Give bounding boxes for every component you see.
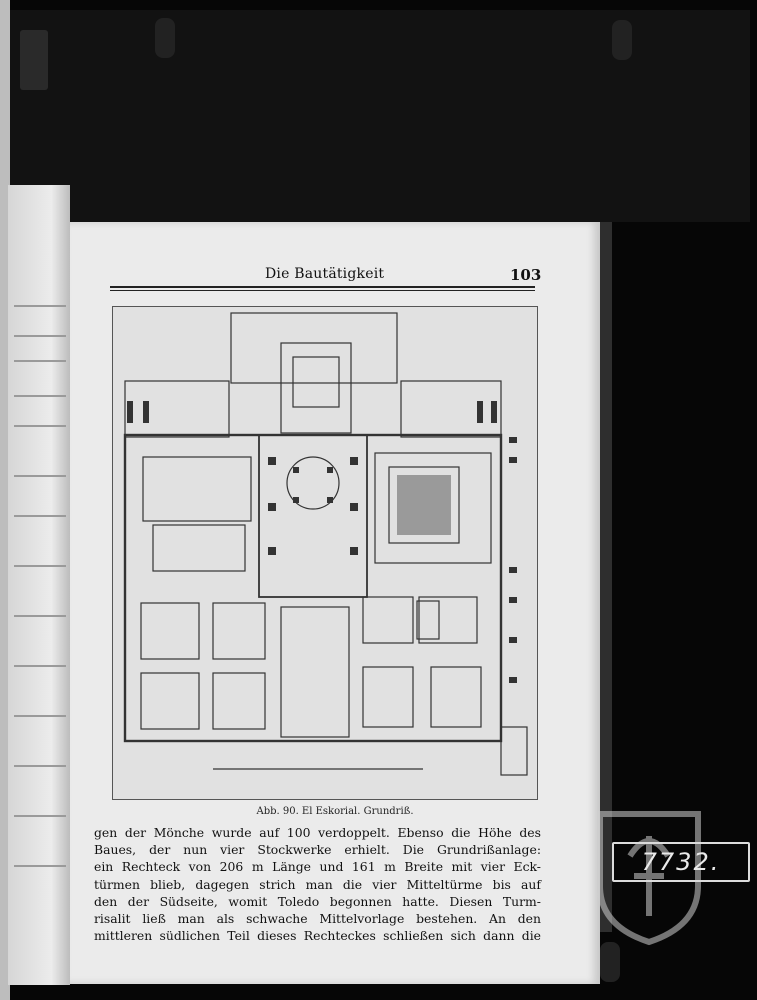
body-text-line: ein Rechteck von 206 m Länge und 161 m Breite mit vier Eck- <box>94 859 541 875</box>
body-text <box>94 824 541 944</box>
book-page <box>70 222 600 984</box>
floor-plan-figure <box>112 306 538 800</box>
header-rule <box>110 290 535 291</box>
film-clip <box>600 942 620 982</box>
body-text-line: risalit ließ man als schwache Mittelvorlage bestehen. An den <box>94 911 541 927</box>
previous-page <box>8 185 70 985</box>
floor-plan-drawing <box>113 307 537 799</box>
film-clip <box>612 20 632 60</box>
body-text-line: türmen blieb, dagegen strich man die vier Mitteltürme bis auf <box>94 876 541 892</box>
background-panel <box>10 10 750 222</box>
figure-caption: Abb. 90. El Eskorial. Grundriß. <box>256 806 414 817</box>
page-number: 103 <box>510 266 542 284</box>
film-slot <box>20 30 48 90</box>
header-rule <box>110 286 535 288</box>
body-text-line: gen der Mönche wurde auf 100 verdoppelt. Ebenso die Höhe des <box>94 825 541 840</box>
body-text-line: mittleren südlichen Teil dieses Rechteckes schließen sich dann die <box>94 928 541 944</box>
running-head: Die Bautätigkeit <box>265 266 385 282</box>
body-text-line: Baues, der nun vier Stockwerke erhielt. Die Grundrißanlage: <box>94 842 541 858</box>
body-text-line: den der Südseite, womit Toledo begonnen hatte. Diesen Turm- <box>94 893 541 909</box>
archive-stamp: 7732. <box>612 842 750 882</box>
film-clip <box>155 18 175 58</box>
